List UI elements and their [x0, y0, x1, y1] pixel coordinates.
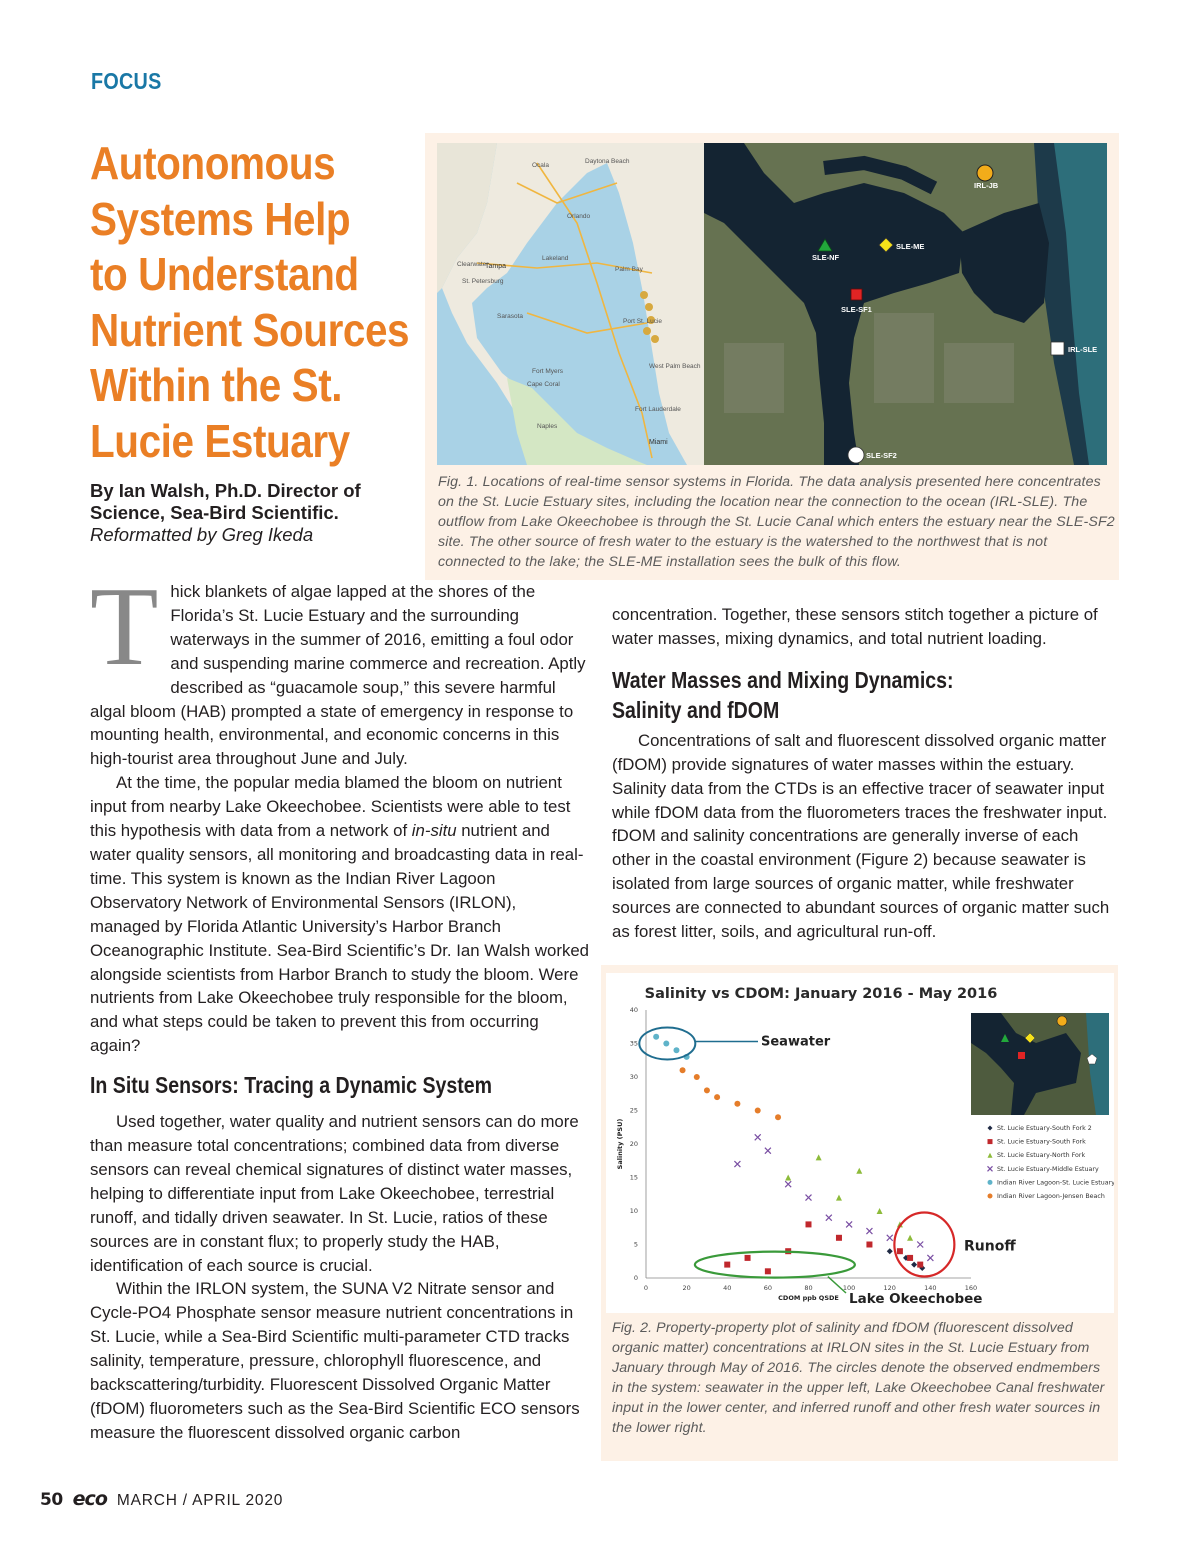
- y-tick-label: 5: [633, 1240, 638, 1249]
- runoff-circle: [894, 1213, 954, 1277]
- chart-legend: [988, 1125, 1115, 1200]
- map-label: Fort Lauderdale: [635, 406, 681, 413]
- data-point: [917, 1262, 923, 1268]
- headline-line-4: Nutrient Sources: [90, 303, 410, 356]
- site-irl-jb-marker: [977, 165, 993, 181]
- data-point: [816, 1154, 822, 1160]
- legend-label: Indian River Lagoon-St. Lucie Estuary: [997, 1179, 1114, 1187]
- data-point: [887, 1248, 893, 1254]
- drop-cap: T: [90, 565, 159, 689]
- chart-inset-map: [971, 1013, 1109, 1115]
- data-point: [917, 1242, 923, 1248]
- data-point: [765, 1268, 771, 1274]
- site-label: IRL-SLE: [1068, 345, 1098, 354]
- body-paragraph-3: Used together, water quality and nutrient sensors can do more than measure total concentrations; combined data from diverse sensors can reveal chemical signatures of distinct water masses, helping to differentiate input from Lake Okeechobee, terrestrial runoff, and tidally driven seawater. In St. Lucie, ratios of these sources are in constant flux; to properly study the HAB, identification of each source is crucial.: [90, 1112, 579, 1275]
- headline-line-1: Autonomous: [90, 137, 336, 189]
- x-tick-label: 0: [643, 1284, 649, 1292]
- data-point: [836, 1195, 842, 1201]
- data-point: [785, 1181, 791, 1187]
- y-tick-label: 0: [633, 1274, 638, 1282]
- data-point: [724, 1262, 730, 1268]
- data-series: [734, 1134, 933, 1261]
- data-point: [836, 1235, 842, 1241]
- y-tick-label: 35: [629, 1039, 638, 1048]
- chart-svg: [606, 973, 1114, 1313]
- data-point: [988, 1139, 993, 1144]
- data-point: [694, 1074, 700, 1080]
- chart-points: [653, 1034, 933, 1275]
- data-series: [680, 1067, 781, 1120]
- body-paragraph-salinity: Concentrations of salt and fluorescent dissolved organic matter (fDOM) provide signatures of water masses within the estuary. Salinity data from the CTDs is an effective tracer of seawater input while fDOM data from the fluorometers traces the freshwater input. fDOM and salinity concentrations are generally inverse of each other in the coastal environment (Figure 2) because seawater is isolated from large sources of organic matter, while freshwater sources are connected to abundant sources of organic matter such as forest litter, soils, and agricultural run-off.: [612, 730, 1110, 942]
- x-tick-label: 100: [842, 1284, 856, 1292]
- data-point: [988, 1153, 993, 1158]
- legend-label: Indian River Lagoon-Jensen Beach: [997, 1193, 1105, 1200]
- data-point: [806, 1221, 812, 1227]
- data-point: [775, 1114, 781, 1120]
- data-point: [714, 1094, 720, 1100]
- figure-1-caption: Fig. 1. Locations of real-time sensor systems in Florida. The data analysis presented here concentrates on the St. Lucie Estuary sites, including the location near the connection to the ocean (IRL-SLE). The outflow from Lake Okeechobee is through the St. Lucie Canal which enters the estuary near the SLE-SF2 site. The other source of fresh water to the estuary is the watershed to the northwest that is not connected to the lake; the SLE-ME installation sees the bulk of this flow.: [438, 474, 1115, 570]
- inset-site-marker: [1057, 1016, 1067, 1026]
- figure-1-maps: [437, 143, 1107, 465]
- y-tick-label: 15: [629, 1173, 638, 1182]
- data-point: [887, 1235, 893, 1241]
- map-label: Port St. Lucie: [623, 318, 663, 325]
- subhead-line: Water Masses and Mixing Dynamics:: [612, 666, 954, 693]
- x-tick-label: 160: [964, 1284, 978, 1292]
- data-point: [877, 1208, 883, 1214]
- map-label: Naples: [537, 423, 558, 430]
- data-point: [988, 1180, 993, 1185]
- data-point: [704, 1087, 710, 1093]
- data-point: [734, 1101, 740, 1107]
- lake-okeechobee-shape: [601, 333, 633, 373]
- chart-axes: [616, 1006, 977, 1302]
- y-tick-label: 20: [629, 1140, 638, 1148]
- annotation-runoff: Runoff: [964, 1238, 1016, 1255]
- map-label: Lakeland: [542, 255, 569, 262]
- data-series: [785, 1154, 913, 1240]
- data-point: [856, 1168, 862, 1174]
- legend-label: St. Lucie Estuary-North Fork: [997, 1152, 1086, 1160]
- data-point: [927, 1255, 933, 1261]
- st-lucie-satellite-map: [704, 143, 1107, 465]
- data-point: [734, 1161, 740, 1167]
- headline-line-3: to Understand: [90, 248, 359, 300]
- data-point: [907, 1255, 913, 1261]
- site-marker: [643, 327, 651, 335]
- legend-label: St. Lucie Estuary-Middle Estuary: [997, 1165, 1099, 1173]
- data-point: [988, 1126, 993, 1131]
- data-point: [846, 1221, 852, 1227]
- data-point: [866, 1242, 872, 1248]
- section-tag: FOCUS: [91, 68, 162, 94]
- salinity-cdom-chart: [606, 973, 1114, 1313]
- byline: [90, 480, 420, 546]
- x-tick-label: 60: [763, 1284, 773, 1292]
- data-point: [806, 1195, 812, 1201]
- page-footer: [40, 1488, 283, 1510]
- florida-road-map: [437, 143, 704, 465]
- x-tick-label: 20: [682, 1284, 691, 1292]
- data-point: [673, 1047, 679, 1053]
- annotation-seawater: Seawater: [761, 1034, 831, 1050]
- x-axis-label: CDOM ppb QSDE: [778, 1294, 839, 1302]
- paragraph-text: nutrient and water quality sensors, all monitoring and broadcasting data in real-time. This system is known as the Indian River Lagoon Observatory Network of Environmental Sensors (IRLON), managed by Florida Atlantic University’s Harbor Branch Oceanographic Institute. Sea-Bird Scientific’s Dr. Ian Walsh worked alongside scientists from Harbor Branch to study the bloom. Were nutrients from Lake Okeechobee truly responsible for the bloom, and what steps could be taken to prevent this from occurring again?: [90, 821, 590, 1056]
- subhead-line: Salinity and fDOM: [612, 696, 780, 723]
- data-point: [897, 1248, 903, 1254]
- florida-map-graphic: [437, 143, 704, 465]
- map-label: Tampa: [485, 263, 507, 270]
- map-label: Palm Bay: [615, 266, 643, 273]
- byline-reformatted: Reformatted by Greg Ikeda: [90, 524, 314, 545]
- inset-site-marker: [1018, 1052, 1025, 1059]
- byline-author: By Ian Walsh, Ph.D. Director of Science, Sea-Bird Scientific.: [90, 480, 361, 523]
- body-paragraph-continued: concentration. Together, these sensors stitch together a picture of water masses, mixing dynamics, and total nutrient loading.: [612, 605, 1098, 648]
- figure-1: [425, 133, 1119, 580]
- figure-2: [601, 965, 1118, 1461]
- subhead-water-masses: [612, 665, 1037, 725]
- legend-label: St. Lucie Estuary-South Fork: [997, 1138, 1086, 1146]
- body-paragraph-4: Within the IRLON system, the SUNA V2 Nitrate sensor and Cycle-PO4 Phosphate sensor measure nutrient concentrations in St. Lucie, while a Sea-Bird Scientific multi-parameter CTD tracks salinity, temperature, pressure, chlorophyll fluorescence, and backscattering/turbidity. Fluorescent Dissolved Organic Matter (fDOM) fluorometers such as the Sea-Bird Scientific ECO sensors measure the fluorescent dissolved organic carbon: [90, 1279, 580, 1442]
- map-label: Ocala: [532, 162, 549, 169]
- site-irl-sle-marker: [1051, 342, 1064, 355]
- headline-line-2: Systems Help: [90, 192, 351, 245]
- x-tick-label: 120: [883, 1284, 896, 1292]
- site-marker: [640, 291, 648, 299]
- paragraph-text: hick blankets of algae lapped at the shores of the Florida’s St. Lucie Estuary and the surrounding waterways in the summer of 2016, emitting a foul odor and suspending marine commerce and recreation. Aptly described as “guacamole soup,” this severe harmful algal bloom (HAB) prompted a state of emergency in response to mounting health, environmental, and economic concerns in this high-tourist area throughout June and July.: [90, 582, 586, 769]
- data-point: [988, 1194, 993, 1199]
- site-marker: [645, 303, 653, 311]
- body-paragraph-2: [90, 771, 590, 1058]
- map-label: Daytona Beach: [585, 158, 630, 165]
- emphasis-text: in-situ: [411, 821, 457, 841]
- site-label: SLE-SF2: [866, 451, 897, 460]
- issue-date: MARCH / APRIL 2020: [116, 1492, 284, 1509]
- data-point: [755, 1134, 761, 1140]
- y-tick-label: 10: [629, 1207, 638, 1215]
- x-tick-label: 40: [723, 1284, 732, 1292]
- data-point: [663, 1041, 669, 1047]
- y-tick-label: 30: [629, 1073, 638, 1081]
- x-tick-label: 140: [924, 1284, 937, 1292]
- body-column-right: [612, 603, 1112, 944]
- site-label: IRL-JB: [974, 181, 999, 190]
- data-point: [911, 1262, 917, 1268]
- y-axis-label: Salinity (PSU): [616, 1118, 624, 1170]
- data-point: [653, 1034, 659, 1040]
- data-point: [765, 1148, 771, 1154]
- data-point: [988, 1166, 993, 1171]
- data-point: [745, 1255, 751, 1261]
- map-label: Miami: [649, 439, 668, 446]
- paragraph-text: At the time, the popular media blamed the bloom on nutrient input from nearby Lake Okeechobee. Scientists were able to test this hypothesis with data from a network of: [90, 773, 571, 841]
- data-point: [826, 1215, 832, 1221]
- y-tick-label: 25: [629, 1106, 638, 1115]
- data-point: [866, 1228, 872, 1234]
- body-paragraph-1: [90, 565, 590, 771]
- body-column-left: [90, 565, 590, 1445]
- headline-line-6: Lucie Estuary: [90, 414, 350, 467]
- data-point: [755, 1108, 761, 1114]
- site-label: SLE-ME: [896, 242, 925, 251]
- headline: [90, 136, 450, 469]
- x-tick-label: 80: [804, 1284, 813, 1292]
- page-number: 50: [40, 1490, 63, 1510]
- site-sle-sf1-marker: [851, 289, 862, 300]
- chart-title: Salinity vs CDOM: January 2016 - May 2016: [644, 986, 998, 1002]
- satellite-map-graphic: [704, 143, 1107, 465]
- chart-annotations: [639, 1028, 1016, 1308]
- site-label: SLE-NF: [812, 253, 840, 262]
- annotation-lake-okeechobee: Lake Okeechobee: [849, 1291, 983, 1307]
- data-point: [907, 1235, 913, 1241]
- map-label: West Palm Beach: [649, 363, 701, 370]
- map-label: Orlando: [567, 213, 591, 220]
- site-marker: [651, 335, 659, 343]
- y-tick-label: 40: [629, 1006, 638, 1014]
- map-label: Cape Coral: [527, 381, 560, 388]
- map-label: Clearwater: [457, 261, 489, 268]
- lake-okeechobee-circle: [695, 1252, 855, 1278]
- site-sle-sf2-marker: [848, 447, 864, 463]
- figure-2-caption: Fig. 2. Property-property plot of salinity and fDOM (fluorescent dissolved organic matter) concentrations at IRLON sites in the St. Lucie Estuary from January through May of 2016. The circles denote the observed endmembers in the system: seawater in the upper left, Lake Okeechobee Canal freshwater input in the lower center, and inferred runoff and other fresh water sources in the lower right.: [612, 1320, 1105, 1436]
- data-point: [680, 1067, 686, 1073]
- map-label: St. Petersburg: [462, 278, 504, 285]
- legend-label: St. Lucie Estuary-South Fork 2: [997, 1125, 1092, 1132]
- data-point: [785, 1175, 791, 1181]
- subhead-in-situ-sensors: In Situ Sensors: Tracing a Dynamic System: [90, 1072, 492, 1099]
- site-label: SLE-SF1: [841, 305, 872, 314]
- map-label: Sarasota: [497, 313, 524, 320]
- map-label: Fort Myers: [532, 368, 564, 375]
- data-series: [724, 1221, 923, 1274]
- magazine-logo: eco: [72, 1488, 107, 1510]
- headline-line-5: Within the St.: [90, 359, 343, 411]
